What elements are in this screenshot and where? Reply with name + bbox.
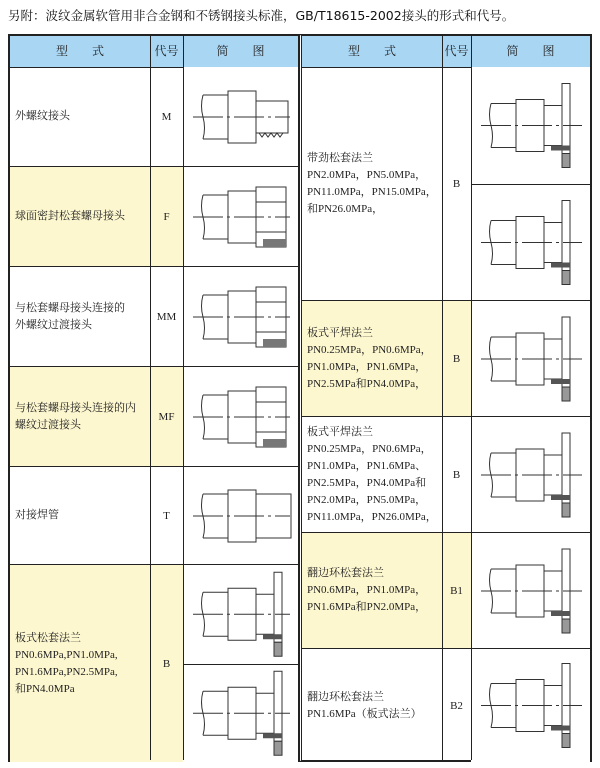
header-code: 代号 [154, 44, 179, 58]
table-right [298, 34, 592, 762]
fitting-type: 球面密封松套螺母接头 [10, 167, 150, 266]
fitting-type: 对接焊管 [15, 509, 59, 521]
fitting-code: F [150, 167, 183, 266]
fitting-type: 外螺纹接头 [15, 110, 70, 122]
table-row [10, 367, 298, 467]
fitting-type: 带劲松套法兰 PN2.0MPa，PN5.0MPa， PN11.0MPa，PN15.0MPa， 和PN26.0MPa， [307, 151, 437, 215]
table-row [302, 417, 590, 533]
fitting-code: B [452, 468, 461, 481]
plate-slip-on-flange-drawing [481, 301, 586, 416]
header-drawing: 简 图 [216, 44, 265, 58]
plate-slip-on-flange-drawing [481, 417, 586, 532]
table-header [10, 36, 298, 68]
table-row [10, 565, 298, 762]
fitting-code: M [161, 110, 172, 123]
header-code: 代号 [444, 44, 469, 58]
male-thread-adapter-drawing [193, 267, 294, 366]
drawing-cell [183, 267, 298, 366]
male-thread-fitting-drawing [193, 67, 294, 166]
fitting-type: 翻边环松套法兰 PN1.6MPa（板式法兰） [307, 690, 422, 720]
drawing-cell [183, 167, 298, 266]
fitting-code: B [452, 177, 461, 190]
header-type: 型 式 [347, 44, 396, 58]
fitting-code: T [163, 509, 170, 522]
header-drawing: 简 图 [506, 44, 555, 58]
table-left [8, 34, 300, 762]
caption: 另附：波纹金属软管用非合金钢和不锈钢接头标准，GB/T18615-2002接头的形式和代号。 [8, 8, 515, 23]
fitting-type: 板式松套法兰 PN0.6MPa,PN1.0MPa, PN1.6MPa,PN2.5MPa, 和PN4.0MPa [10, 565, 150, 762]
drawing-cell [471, 301, 590, 416]
table-row [10, 167, 298, 267]
table-row [302, 533, 590, 649]
lap-joint-flange-drawing [481, 533, 586, 648]
fitting-type: 翻边环松套法兰 PN0.6MPa，PN1.0MPa， PN1.6MPa和PN2.0MPa， [302, 533, 442, 648]
plate-loose-flange-drawing [193, 565, 294, 664]
female-thread-adapter-drawing [193, 367, 294, 466]
butt-weld-pipe-drawing [193, 467, 294, 564]
fitting-code: MM [156, 310, 177, 323]
drawing-cell [471, 67, 590, 300]
header-type: 型 式 [55, 44, 104, 58]
drawing-cell [471, 533, 590, 648]
spherical-seal-nut-fitting-drawing [193, 167, 294, 266]
drawing-cell [471, 417, 590, 532]
drawing-cell [183, 367, 298, 466]
table-row [302, 301, 590, 417]
table-row [302, 649, 590, 762]
lap-joint-plate-flange-drawing [481, 649, 586, 762]
drawing-cell [183, 565, 298, 762]
table-row [302, 67, 590, 301]
drawing-cell [471, 649, 590, 762]
drawing-cell [183, 467, 298, 564]
plate-loose-flange-drawing [193, 664, 294, 763]
neck-loose-flange-drawing [481, 67, 586, 184]
table-row [10, 67, 298, 167]
fitting-code: B [442, 301, 471, 416]
neck-loose-flange-drawing [481, 184, 586, 300]
fitting-code: B2 [450, 699, 463, 712]
fitting-type: 与松套螺母接头连接的 外螺纹过渡接头 [15, 301, 125, 331]
fitting-type: 与松套螺母接头连接的内 螺纹过渡接头 [10, 367, 150, 466]
fitting-type: 板式平焊法兰 PN0.25MPa，PN0.6MPa， PN1.0MPa，PN1.6MPa， PN2.5MPa和PN4.0MPa， [302, 301, 442, 416]
fitting-code: B1 [442, 533, 471, 648]
fitting-code: B [150, 565, 183, 762]
fitting-code: MF [150, 367, 183, 466]
table-row [10, 267, 298, 367]
fitting-type: 板式平焊法兰 PN0.25MPa，PN0.6MPa， PN1.0MPa，PN1.6MPa、 PN2.5MPa，PN4.0MPa和 PN2.0MPa，PN5.0MPa， PN11.0MPa，PN26.0MPa， [307, 425, 437, 523]
table-row [10, 467, 298, 565]
table-header [302, 36, 590, 68]
drawing-cell [183, 67, 298, 166]
